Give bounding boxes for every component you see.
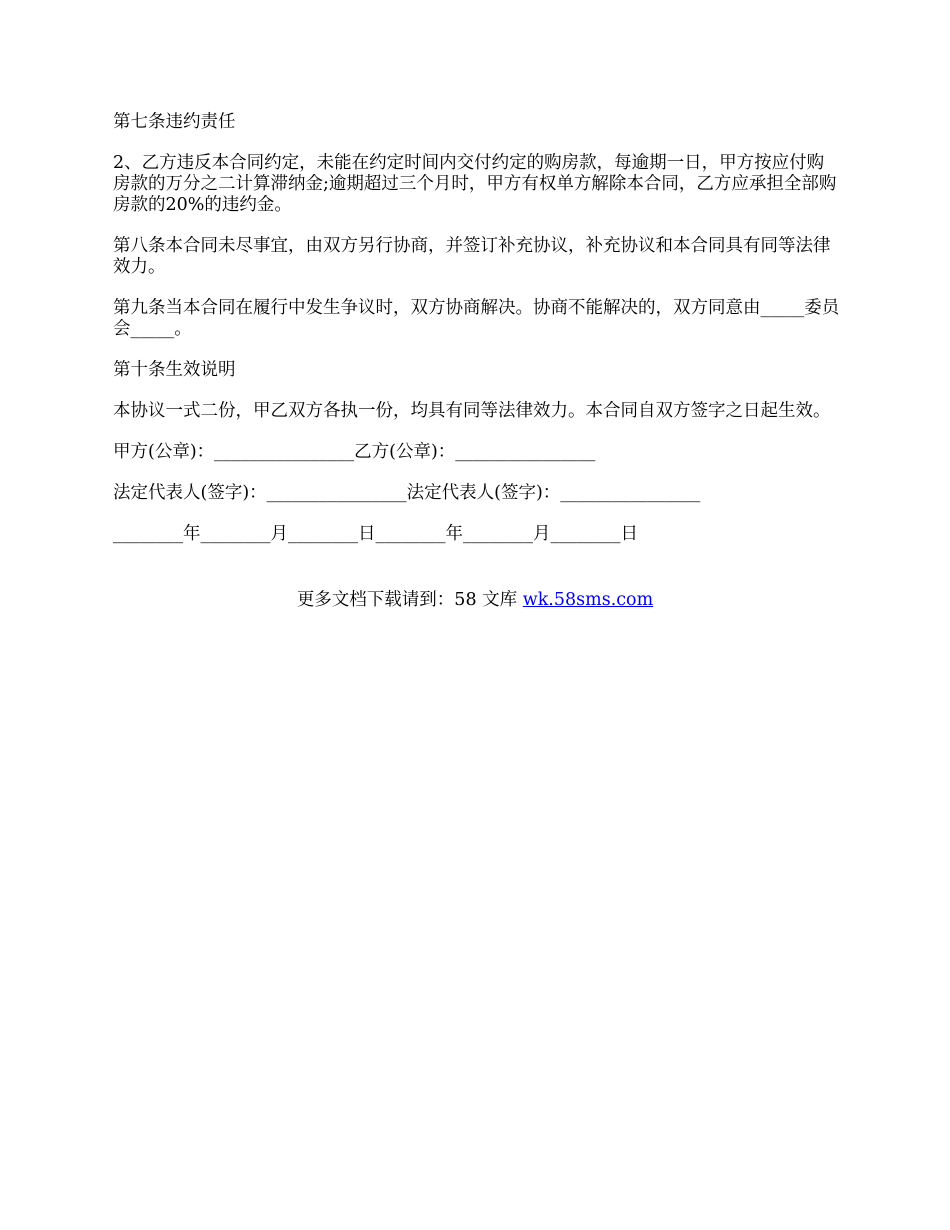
paragraph-article-9: 第九条当本合同在履行中发生争议时，双方协商解决。协商不能解决的，双方同意由_____委员会_____。: [113, 298, 840, 339]
signature-line-dates: ________年________月________日________年________月________日: [113, 524, 638, 544]
document-body: [113, 112, 841, 565]
paragraph-breach-clause: 2、乙方违反本合同约定，未能在约定时间内交付约定的购房款，每逾期一日，甲方按应付购房款的万分之二计算滞纳金;逾期超过三个月时，甲方有权单方解除本合同，乙方应承担全部购房款的20%的违约金。: [113, 153, 837, 215]
section-heading-article-7: 第七条违约责任: [113, 112, 236, 132]
footer: [0, 590, 950, 611]
paragraph-effectiveness: 本协议一式二份，甲乙双方各执一份，均具有同等法律效力。本合同自双方签字之日起生效。: [113, 401, 831, 421]
footer-text: 更多文档下载请到：58 文库: [296, 590, 523, 610]
signature-line-representatives: 法定代表人(签字)：________________法定代表人(签字)：________________: [113, 483, 701, 503]
section-heading-article-10: 第十条生效说明: [113, 360, 236, 380]
paragraph-article-8: 第八条本合同未尽事宜，由双方另行协商，并签订补充协议，补充协议和本合同具有同等法律效力。: [113, 236, 831, 277]
footer-link[interactable]: wk.58sms.com: [522, 590, 654, 610]
signature-line-seals: 甲方(公章)：________________乙方(公章)：________________: [113, 442, 596, 462]
